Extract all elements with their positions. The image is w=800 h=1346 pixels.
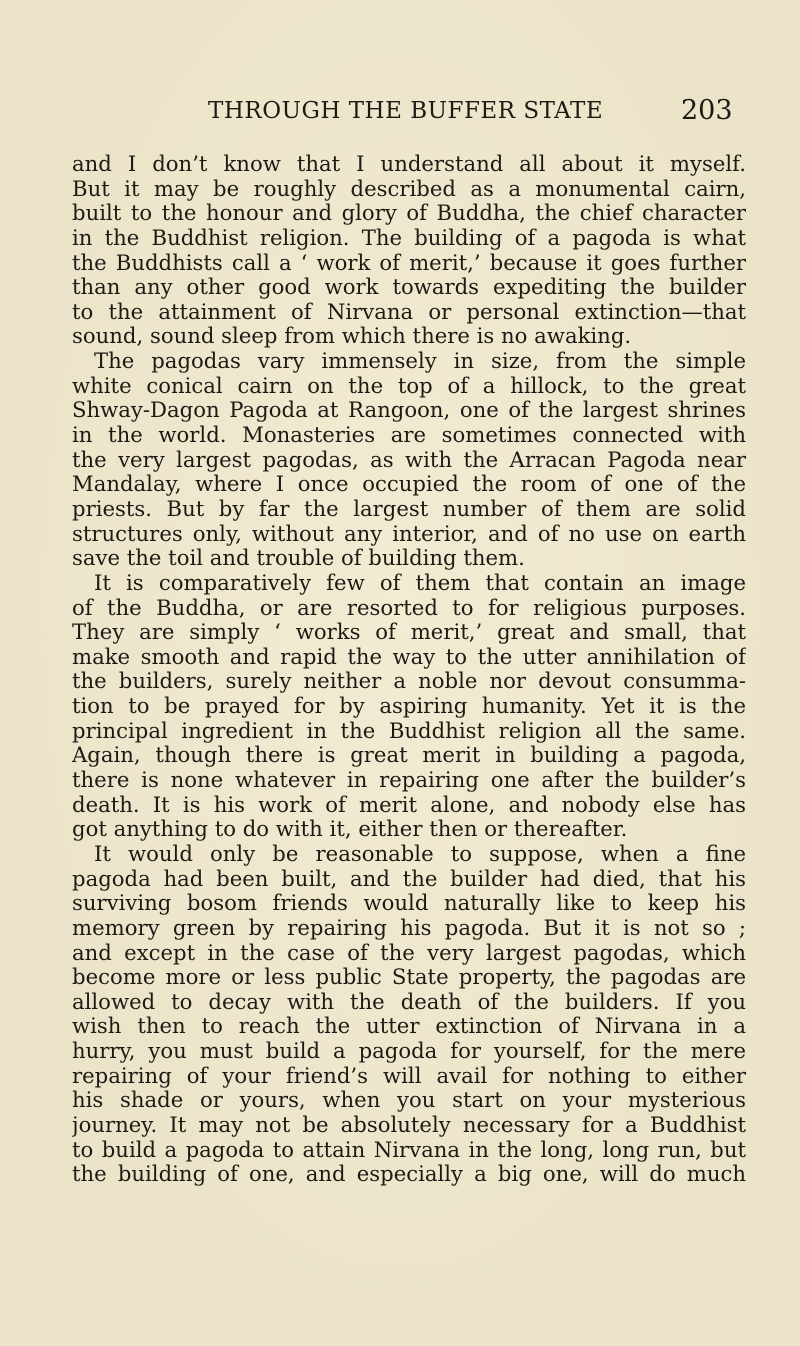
text-line: death. It is his work of merit alone, and nobody else has [72,792,746,817]
text-line: there is none whatever in repairing one after the builder’s [72,768,746,793]
text-line: repairing of your friend’s will avail for nothing to either [72,1063,746,1088]
text-line: But it may be roughly described as a monumental cairn, [72,176,746,201]
text-line: in the world. Monasteries are sometimes connected with [72,423,746,448]
text-line: become more or less public State property, the pagodas are [72,965,746,990]
text-line: They are simply ‘ works of merit,’ great and small, that [72,620,746,645]
text-line: Again, though there is great merit in building a pagoda, [72,743,746,768]
text-line: of the Buddha, or are resorted to for religious purposes. [72,595,746,620]
text-line: wish then to reach the utter extinction of Nirvana in a [72,1014,746,1039]
text-line: It is comparatively few of them that contain an image [94,570,746,595]
text-line: and I don’t know that I understand all about it myself. [72,152,746,176]
text-line: white conical cairn on the top of a hillock, to the great [72,373,746,398]
text-line: built to the honour and glory of Buddha, the chief character [72,201,746,226]
text-line: the builders, surely neither a noble nor devout consumma- [72,669,746,694]
text-line: principal ingredient in the Buddhist religion all the same. [72,718,746,743]
text-line: surviving bosom friends would naturally like to keep his [72,891,746,916]
text-line: pagoda had been built, and the builder had died, that his [72,866,746,891]
text-line: priests. But by far the largest number of them are solid [72,496,746,521]
text-line: allowed to decay with the death of the builders. If you [72,989,746,1014]
text-line: The pagodas vary immensely in size, from the simple [94,349,746,374]
text-line: memory green by repairing his pagoda. But it is not so ; [72,915,746,940]
body-text [72,152,746,1187]
text-line: save the toil and trouble of building them. [72,546,525,571]
text-line: tion to be prayed for by aspiring humanity. Yet it is the [72,694,746,719]
text-line: to build a pagoda to attain Nirvana in the long, long run, but [72,1137,746,1162]
text-line: to the attainment of Nirvana or personal extinction—that [72,299,746,324]
text-line: Shway-Dagon Pagoda at Rangoon, one of the largest shrines [72,398,746,423]
text-line: got anything to do with it, either then or thereafter. [72,817,628,842]
page-number: 203 [681,95,733,126]
text-line: structures only, without any interior, and of no use on earth [72,521,746,546]
text-line: than any other good work towards expediting the builder [72,275,746,300]
text-line: the very largest pagodas, as with the Arracan Pagoda near [72,447,746,472]
text-line: and except in the case of the very largest pagodas, which [72,940,746,965]
page-header [0,95,800,136]
text-line: hurry, you must build a pagoda for yourself, for the mere [72,1039,746,1064]
text-line: Mandalay, where I once occupied the room of one of the [72,472,746,497]
text-line: It would only be reasonable to suppose, when a fine [94,841,746,866]
running-head: THROUGH THE BUFFER STATE [208,98,604,124]
text-line: sound, sound sleep from which there is no awaking. [72,324,632,349]
text-line: journey. It may not be absolutely necessary for a Buddhist [72,1112,746,1137]
text-line: his shade or yours, when you start on your mysterious [72,1088,746,1113]
text-line: the building of one, and especially a big one, will do much [72,1162,746,1187]
text-line: make smooth and rapid the way to the utter annihilation of [72,644,746,669]
text-line: in the Buddhist religion. The building of a pagoda is what [72,225,746,250]
text-line: the Buddhists call a ‘ work of merit,’ because it goes further [72,250,746,275]
